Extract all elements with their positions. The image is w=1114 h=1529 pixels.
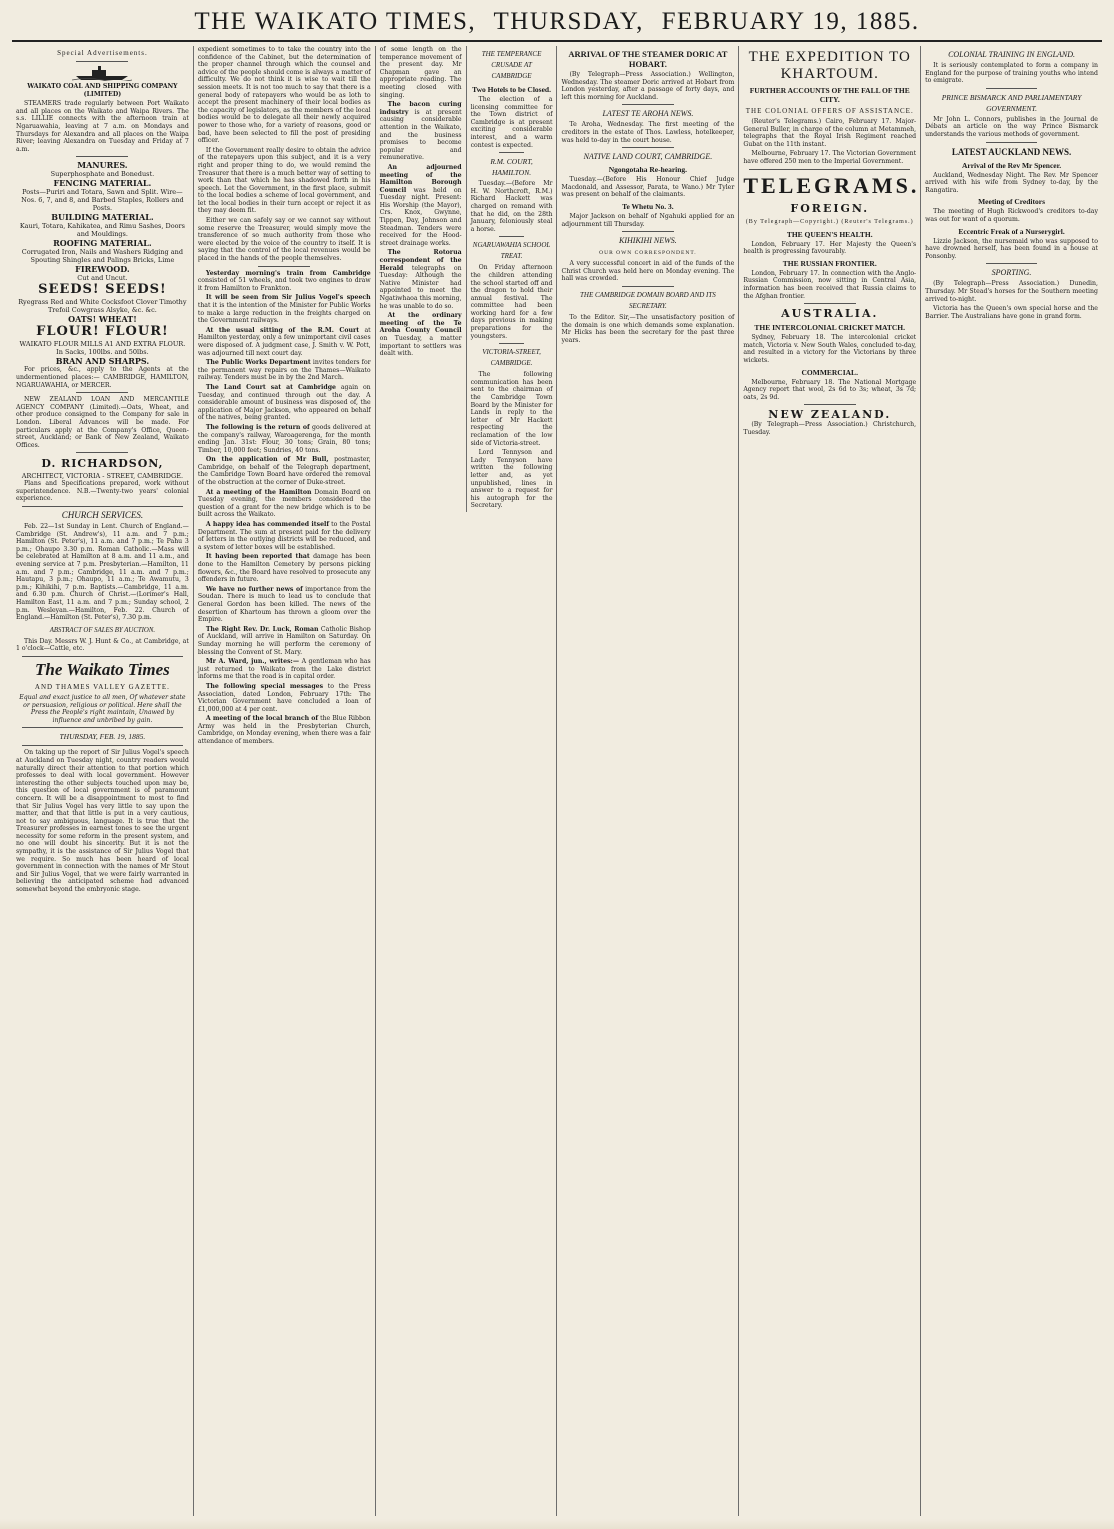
article-text: To the Editor. Sir,—The unsatisfactory position of the domain is one which demands some explanation. Mr Hicks has been the secretary for the past three years. <box>561 313 735 344</box>
section-heading: PRINCE BISMARCK AND PARLIAMENTARY GOVERNMENT. <box>941 92 1082 113</box>
divider <box>76 452 128 453</box>
news-lead: The following is the return of <box>205 423 310 431</box>
steamer-text: STEAMERS trade regularly between Port Waikato and all places on the Waikato and Waipa Rivers. The s.s. LILLIE connects with the afternoon train at Ngaruawahia, leaving at 7 a.m. on Mondays and Thursdays for Alexandra and all places on the Waipa River; leaving Alexandra on Tuesday and Friday at 7 a.m. <box>16 100 189 153</box>
issue-date: FEBRUARY 19, 1885. <box>661 8 920 35</box>
section-heading: THE CAMBRIDGE DOMAIN BOARD AND ITS SECRETARY. <box>580 290 716 310</box>
news-lead: The following special messages <box>205 682 324 690</box>
divider <box>804 303 856 304</box>
section-heading: SPORTING. <box>991 268 1032 278</box>
news-text: that it is the intention of the Minister for Public Works to make a large reduction in the freights charged on the Government railways. <box>197 302 371 325</box>
oats-heading: OATS! WHEAT! <box>68 314 137 325</box>
page-edge <box>0 1519 1114 1529</box>
divider <box>499 236 524 237</box>
article-text: The meeting of Hugh Rickwood's creditors to-day was out for want of a quorum. <box>925 208 1098 223</box>
manures-text: Superphosphate and Bonedust. <box>50 170 155 179</box>
paper-name: THE WAIKATO TIMES, <box>194 8 477 35</box>
foreign-heading: FOREIGN. <box>790 201 870 215</box>
new-zealand-heading: NEW ZEALAND. <box>768 408 892 422</box>
editorial-paragraph: If the Government really desire to obtain the advice of the ratepayers upon this subject, and it is a very right and proper thing to do, we would remind the Treasurer that there is a much better way of setting to work than that which he has shadowed forth in his speech. Let the Government, in the first place, submit to the local bodies a scheme of local government, and let the local bodies in their turn accept or reject it as they may deem fit. <box>197 146 371 215</box>
building-heading: BUILDING MATERIAL. <box>51 212 154 223</box>
article-text: (By Telegraph—Press Association.) Dunedin, Thursday. Mr Stead's horses for the Southern meeting arrived to-night. <box>925 280 1098 303</box>
divider <box>76 392 128 393</box>
section-subheading: Te Whetu No. 3. <box>622 201 674 211</box>
manures-heading: MANURES. <box>77 160 128 171</box>
news-lead: Yesterday morning's train from Cambridge <box>205 269 371 277</box>
divider <box>622 147 674 148</box>
column-6 <box>921 46 1102 1516</box>
news-lead: The bacon curing industry <box>379 101 462 116</box>
news-text: damage has been done to the Hamilton Cemetery by persons picking flowers, &c., the Board have resolved to prosecute any offenders in future. <box>197 553 371 584</box>
loan-company-ad: NEW ZEALAND LOAN AND MERCANTILE AGENCY COMPANY (Limited).—Oats, Wheat, and other produce consigned to the Company for sale in London. Liberal Advances will be made. For particulars apply at the Company's Office, Queen-street, Auckland; or Bank of New Zealand, Waikato Offices. <box>16 396 189 449</box>
roofing-text: Corrugated Iron, Nails and Washers Ridging and Spouting Shingles and Palings Bricks, Lime <box>21 248 184 265</box>
divider <box>986 88 1038 89</box>
section-subheading: THE INTERCOLONIAL CRICKET MATCH. <box>754 323 906 333</box>
section-subheading: Arrival of the Rev Mr Spencer. <box>961 160 1062 170</box>
agents-text: For prices, &c., apply to the Agents at the undermentioned places:— CAMBRIDGE, HAMILTON, NGARUAWAHIA, or MERCER. <box>16 366 189 389</box>
editorial-continued: expedient sometimes to to take the country into the confidence of the Cabinet, but the determination of the proper channel through which the counsel and advice of the people should come is always a matter of difficulty. We do not think it is wise to wait till the session meets. It is not too much to say that there is a general body of ratepayers who would be as loth to accept the present machinery of their local bodies as the capacity of legislators, as the members of the local bodies would be to delegate all their newly acquired power to those who, for a variety of reasons, good or bad, have been selected to fill the post of presiding officer. <box>197 46 371 145</box>
divider <box>499 343 524 344</box>
architect-subtitle: ARCHITECT, VICTORIA - STREET, CAMBRIDGE. <box>21 472 184 481</box>
news-lead: At a meeting of the Hamilton <box>205 488 312 496</box>
divider <box>22 727 183 728</box>
section-subheading: THE QUEEN'S HEALTH. <box>786 229 873 239</box>
steamer-company: WAIKATO COAL AND SHIPPING COMPANY (LIMITED) <box>27 83 178 98</box>
news-lead: A happy idea has commended itself <box>205 521 330 529</box>
divider <box>986 263 1038 264</box>
news-text: importance from the Soudan. There is much to lead us to conclude that General Gordon has been killed. The news of the desertion of Khartoum has thrown a gloom over the Empire. <box>197 585 371 624</box>
article-text: Auckland, Wednesday Night. The Rev. Mr Spencer arrived with his wife from Sydney to-day, by the Rangatira. <box>925 171 1098 194</box>
news-lead: The Land Court sat at Cambridge <box>205 383 336 391</box>
flour-text: WAIKATO FLOUR MILLS A1 AND EXTRA FLOUR. In Sacks, 100lbs. and 50lbs. <box>19 340 186 357</box>
architect-name: D. RICHARDSON, <box>41 457 164 471</box>
divider <box>986 142 1038 143</box>
weekday: THURSDAY, <box>493 8 644 35</box>
article-text: Sydney, February 18. The intercolonial cricket match, Victoria v. New South Wales, concluded to-day, and resulted in a victory for the Victorians by three wickets. <box>743 334 917 364</box>
fencing-heading: FENCING MATERIAL. <box>53 178 152 189</box>
divider <box>499 152 524 153</box>
column-5 <box>739 46 921 1516</box>
divider <box>749 169 910 170</box>
section-heading: VICTORIA-STREET, CAMBRIDGE. <box>482 348 541 368</box>
church-text: Feb. 22—1st Sunday in Lent. Church of England.—Cambridge (St. Andrew's), 11 a.m. and 7 p.m.; Hamilton (St. Peter's), 11 a.m. and 7 p.m.; Te Pahu 3 p.m.; Ohaupo 3.30 p.m. Roman Catholic.—Mass will be celebrated at Hamilton at 8 a.m. and 11 a.m., and evening service at 7 p.m. Presbyterian.—Hamilton, 11 a.m. and 7 p.m.; Cambridge, 11 a.m. and 7 p.m.; Hautapu, 3 p.m.; Ohaupo, 11 a.m.; Te Awamutu, 3 p.m.; Kihikihi, 7 p.m. Baptists.—Cambridge, 11 a.m. and 6.30 p.m. Church of Christ.—(Lorimer's Hall, Hamilton East, 11 a.m. and 7 p.m.; Sunday school, 2 p.m. Wesleyan.—Hamilton, Feb. 22. Church of England.—Hamilton (St. Peter's), 7.30 p.m. <box>16 523 189 622</box>
section-heading: R.M. COURT, HAMILTON. <box>490 157 533 178</box>
article-text: Victoria has the Queen's own special horse and the Barrier. The Australians have gone in grand form. <box>925 305 1098 320</box>
architect-text: Plans and Specifications prepared, work without superintendence. N.B.—Twenty-two years' colonial experience. <box>16 480 189 503</box>
auction-heading: ABSTRACT OF SALES BY AUCTION. <box>49 626 156 634</box>
divider <box>622 231 674 232</box>
news-text: of some length on the temperance movement of the present day. Mr Chapman gave an appropriate reading. The meeting closed with singing. <box>379 46 462 99</box>
section-heading: COLONIAL TRAINING IN ENGLAND. <box>948 50 1076 59</box>
news-lead: The Public Works Department <box>205 359 311 367</box>
article-text: Melbourne, February 18. The National Mortgage Agency report that wool, 2s 6d to 3s; wheat, 3s 7d; oats, 2s 9d. <box>743 378 917 401</box>
divider <box>22 656 183 657</box>
article-text: Melbourne, February 17. The Victorian Government have offered 250 men to the Imperial Government. <box>743 150 917 165</box>
news-text: telegraphs on Tuesday: Although the Native Minister had appointed to meet the Ngatiwhaoa this morning, he was unable to do so. <box>379 264 462 310</box>
news-text: again on Tuesday, and continued through out the day. A considerable amount of business was disposed of, the application of Major Jackson, who appeared on behalf of the natives, being granted. <box>197 383 371 422</box>
article-text: (By Telegraph—Press Association.) Wellington, Wednesday. The steamer Doric arrived at Hobart from London yesterday, after a passage of forty days, and left this morning for Auckland. <box>561 71 735 101</box>
section-subheading: THE COLONIAL OFFERS OF ASSISTANCE. <box>745 107 914 115</box>
section-subheading: OUR OWN CORRESPONDENT. <box>599 250 697 257</box>
section-subheading: Two Hotels to be Closed. <box>472 85 551 94</box>
editorial-text: On taking up the report of Sir Julius Vogel's speech at Auckland on Tuesday night, country readers would naturally direct their attention to that portion which professes to deal with local government. However interesting the other subjects touched upon may be, this question of local government is of paramount concern. It will be a disappointment to most to find that Sir Julius Vogel has very little to say upon the matter, and that that little is put in a very cautious, not to say ambiguous, language. It is true that the Treasurer professes in earnest tones to see the urgent necessity for some reform in the present system, and no one will doubt his sincerity. But it is not the sympathy, it is the assistance of Sir Julius Vogel that we require. So much has been heard of local government in connection with the names of Mr Stout and Sir Julius Vogel, that we were fairly warranted in believing the anticipated scheme had advanced somewhat beyond the embryonic stage. <box>16 749 189 894</box>
column-3 <box>376 46 558 1516</box>
article-text: (Reuter's Telegrams.) Cairo, February 17. Major-General Buller, in charge of the column at Metammeh, telegraphs that the Royal Irish Regiment reached Gubat on the 11th instant. <box>743 118 917 148</box>
article-text: Lizzie Jackson, the nursemaid who was supposed to have drowned herself, has been found in a house at Ponsonby. <box>925 237 1098 260</box>
article-text: Tuesday.—(Before His Honour Chief Judge Macdonald, and Assessor, Parata, te Wano.) Mr Tyler was present on behalf of the claimants. <box>561 176 735 199</box>
section-heading: ARRIVAL OF THE STEAMER DORIC AT HOBART. <box>568 49 728 69</box>
seeds-heading: SEEDS! SEEDS! <box>38 282 167 298</box>
masthead <box>12 8 1102 42</box>
news-text: A gentleman who has just returned to Waikato from the Lake district informs me that the road is in capital order. <box>197 658 371 681</box>
steamer-icon <box>72 65 132 81</box>
fencing-text: Posts—Puriri and Totara, Sawn and Split. Wire—Nos. 6, 7, and 8, and Barbed Staples, Rollers and Posts. <box>21 188 184 213</box>
paper-subtitle: AND THAMES VALLEY GAZETTE. <box>34 682 170 691</box>
section-subheading: Ngongotaha Re-hearing. <box>608 165 688 175</box>
news-lead: We have no further news of <box>205 585 303 593</box>
article-text: A very successful concert in aid of the funds of the Christ Church was held here on Monday evening. The hall was crowded. <box>561 260 735 283</box>
article-text: Tuesday.—(Before Mr H. W. Northcroft, R.M.) Richard Hackett was charged on remand with that he did, on the 28th January, feloniously steal a horse. <box>470 180 553 233</box>
news-lead: An adjourned meeting of the Hamilton Borough Council <box>379 163 462 194</box>
divider <box>804 404 856 405</box>
article-text: Te Aroha, Wednesday. The first meeting of the creditors in the estate of Thos. Lawless, hotelkeeper, was held to-day in the court house. <box>561 121 735 144</box>
news-text: Catholic Bishop of Auckland, will arrive in Hamilton on Saturday. On Sunday morning he will perform the ceremony of blessing the Convent of St. Mary. <box>197 625 371 656</box>
section-heading: NATIVE LAND COURT, CAMBRIDGE. <box>583 152 713 162</box>
news-lead: On the application of Mr Bull, <box>205 456 329 464</box>
news-lead: It having been reported that <box>205 553 310 561</box>
article-text: (By Telegraph—Press Association.) Christchurch, Tuesday. <box>743 421 917 436</box>
section-heading: THE EXPEDITION TO KHARTOUM. <box>748 49 911 82</box>
article-text: It is seriously contemplated to form a company in England for the purpose of training youths who intend to emigrate. <box>925 62 1098 85</box>
news-text: consisted of 51 wheels, and took two engines to draw it from Hamilton to Frankton. <box>197 277 371 292</box>
firewood-text: Cut and Uncut. <box>77 274 128 283</box>
news-text: Domain Board on Tuesday evening, the members considered the question of a grant for the new bridge which is to be built across the Waikato. <box>197 488 371 519</box>
section-subheading: Meeting of Creditors <box>978 197 1046 207</box>
news-lead: The Right Rev. Dr. Luck, Roman <box>205 625 319 633</box>
section-heading: LATEST AUCKLAND NEWS. <box>951 146 1072 157</box>
divider <box>622 286 674 287</box>
church-heading: CHURCH SERVICES. <box>61 510 144 521</box>
telegrams-heading: TELEGRAMS. <box>743 172 920 198</box>
section-heading: KIHIKIHI NEWS. <box>619 236 677 246</box>
news-text: at Hamilton yesterday, only a few unimportant civil cases were disposed of. A judgment case, J. Smith v. W. Pott, was adjourned till next court day. <box>197 326 371 357</box>
bran-heading: BRAN AND SHARPS. <box>55 356 150 367</box>
roofing-heading: ROOFING MATERIAL. <box>53 238 152 249</box>
article-text: On Friday afternoon the children attending the school started off and the dragon to hold their annual festival. The committee had been working hard for a few days previous in making preparations for the youngsters. <box>470 264 553 340</box>
seeds-text: Ryegrass Red and White Cocksfoot Clover Timothy Trefoil Cowgrass Alsyke, &c. &c. <box>18 298 187 315</box>
divider <box>258 266 310 267</box>
column-4 <box>557 46 739 1516</box>
news-text: to the Postal Department. The sum at present paid for the delivery of letters in the outlying districts will be reduced, and a system of letter boxes will be established. <box>197 521 371 551</box>
editorial-dateline: THURSDAY, FEB. 19, 1885. <box>59 732 146 742</box>
news-text: invites tenders for the permanent way repairs on the Thames—Waikato railway. Tenders must be in by the 2nd March. <box>197 359 371 382</box>
column-1 <box>12 46 194 1516</box>
divider <box>22 506 183 507</box>
news-lead: At the ordinary meeting of the Te Aroha County Council <box>379 312 462 335</box>
news-lead: A meeting of the local branch of <box>205 715 319 723</box>
divider <box>76 156 128 157</box>
divider <box>22 745 183 746</box>
news-text: is at present causing considerable attention in the Waikato, and the business promises to become popular and remunerative. <box>379 108 462 162</box>
copyright-note: (By Telegraph—Copyright.) (Reuter's Telegrams.) <box>745 218 914 225</box>
article-text: Mr John L. Connors, publishes in the Journal de Débats an article on the way Prince Bismarck understands the various methods of government. <box>925 115 1098 138</box>
flour-heading: FLOUR! FLOUR! <box>36 324 169 340</box>
article-text: The election of a licensing committee for the Town district of Cambridge is at present exciting considerable interest, and a warm contest is expected. <box>470 96 553 149</box>
news-text: goods delivered at the company's railway, Waroagerenga, for the month ending Jan. 31st: Flour, 30 tons; Grain, 80 tons; Timber, 10,000 feet; Sundries, 40 tons. <box>197 423 371 454</box>
columns <box>12 46 1102 1516</box>
section-subheading: THE RUSSIAN FRONTIER. <box>782 258 877 268</box>
article-text: Major Jackson on behalf of Ngahuki applied for an adjournment till Thursday. <box>561 212 735 228</box>
news-text: postmaster, Cambridge, on behalf of the Telegraph department, the Cambridge Town Board have ordered the removal of the obstruction at the corner of Duke-street. <box>197 456 371 487</box>
australia-heading: AUSTRALIA. <box>781 307 879 321</box>
auction-text: This Day. Messrs W. J. Hunt & Co., at Cambridge, at 1 o'clock—Cattle, etc. <box>16 637 189 653</box>
section-subheading: FURTHER ACCOUNTS OF THE FALL OF THE CITY. <box>749 86 910 104</box>
article-text: The following communication has been sent to the chairman of the Cambridge Town Board by the Minister for Lands in reply to the letter of Mr Hackett respecting the reclamation of the low side of Victoria-street. <box>470 371 553 447</box>
article-text: London, February 17. In connection with the Anglo-Russian Commission, now sitting in Central Asia, information has been received that Russia claims to the Afghan frontier. <box>743 269 917 300</box>
news-lead: The Rotorua correspondent of the Herald <box>379 249 462 272</box>
news-text: to the Press Association, dated London, February 17th: The Victorian Government have concluded a loan of £1,000,000 at 4 per cent. <box>197 682 371 713</box>
paper-motto: Equal and exact justice to all men, Of whatever state or persuasion, religious or political. Here shall the Press the People's right maintain, Unawed by influence and unbribed by gain. <box>19 693 186 724</box>
building-text: Kauri, Totara, Kahikatea, and Rimu Sashes, Doors and Mouldings. <box>19 222 185 239</box>
article-text: Lord Tennyson and Lady Tennyson have written the following letter and, as yet unpublished, lines in answer to a request for his autograph for the Secretary. <box>470 449 553 510</box>
section-subheading: Eccentric Freak of a Nurserygirl. <box>958 226 1065 236</box>
section-heading: NGARUAWAHIA SCHOOL TREAT. <box>472 241 551 261</box>
news-text: the Blue Ribbon Army was held in the Presbyterian Church, Cambridge, on Monday evening, when there was a fair attendance of members. <box>197 715 371 746</box>
news-lead: At the usual sitting of the R.M. Court <box>205 326 360 334</box>
section-subheading: COMMERCIAL. <box>801 367 858 377</box>
news-lead: Mr A. Ward, jun., writes:— <box>205 658 300 666</box>
news-text: was held on Tuesday night. Present: His Worship (the Mayor), Crs. Knox, Gwynne, Tippen, Day, Johnson and Steadman. Tenders were received for the Hood-street drainage works. <box>379 186 462 247</box>
special-ads-heading: Special Advertisements. <box>57 49 148 57</box>
editorial-paragraph: Either we can safely say or we cannot say without some reserve the Treasurer, would simply move the transference of so much authority from those who were elected by the voice of the country to itself. It is saying that the control of the local revenues would be placed in the hands of the people themselves. <box>197 217 371 263</box>
firewood-heading: FIREWOOD. <box>75 264 130 275</box>
section-heading: LATEST TE AROHA NEWS. <box>602 109 694 119</box>
paper-title: The Waikato Times <box>35 659 170 679</box>
news-text: on Tuesday, a matter important to settlers was dealt with. <box>379 334 462 358</box>
section-heading: THE TEMPERANCE CRUSADE AT CAMBRIDGE <box>481 50 542 80</box>
column-2 <box>194 46 376 1516</box>
divider <box>622 104 674 105</box>
divider <box>76 61 128 62</box>
news-lead: It will be seen from Sir Julius Vogel's speech <box>205 294 371 302</box>
article-text: London, February 17. Her Majesty the Queen's health is progressing favourably. <box>743 240 917 256</box>
